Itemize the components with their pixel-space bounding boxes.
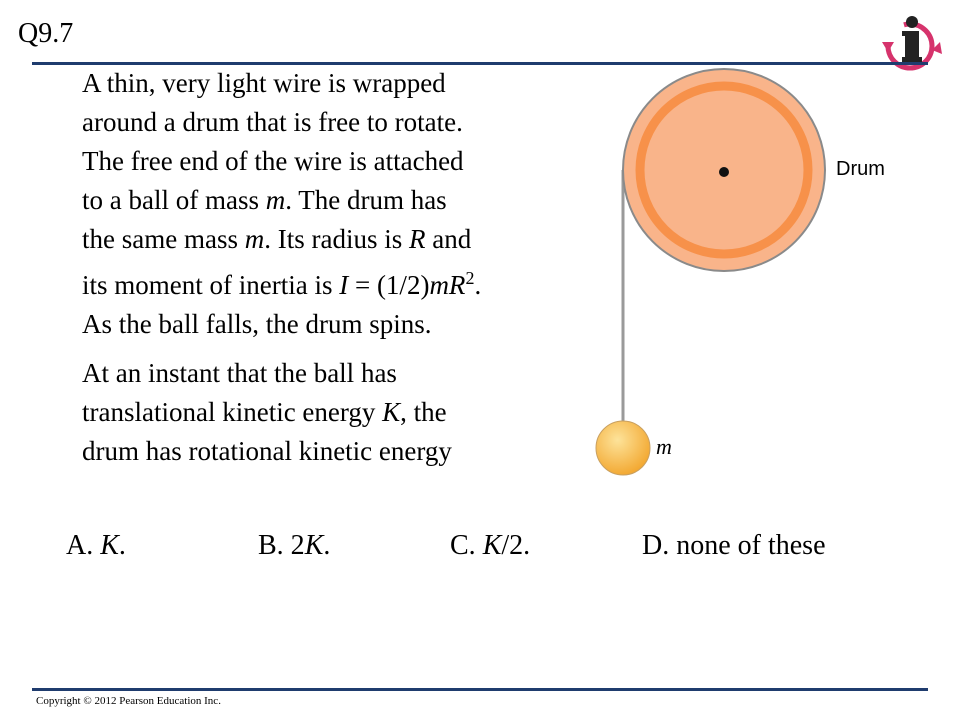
drum-axle bbox=[719, 167, 729, 177]
choice-a[interactable] bbox=[66, 528, 126, 564]
question-paragraph-1 bbox=[82, 64, 582, 344]
choice-text: /2. bbox=[501, 530, 531, 561]
ball-label: m bbox=[656, 434, 672, 459]
question-line: translational kinetic energy bbox=[82, 397, 383, 427]
question-paragraph-2 bbox=[82, 354, 582, 471]
var-m: m bbox=[265, 185, 286, 215]
question-line: A thin, very light wire is wrapped bbox=[82, 68, 446, 98]
choice-letter: D. none of these bbox=[642, 530, 826, 561]
bottom-rule bbox=[32, 688, 928, 691]
question-number: Q9.7 bbox=[18, 18, 74, 49]
var-i: I bbox=[339, 270, 349, 300]
question-line: . bbox=[474, 270, 482, 300]
choice-text: . bbox=[118, 530, 126, 561]
question-line: The free end of the wire is attached bbox=[82, 146, 464, 176]
choice-letter: A. bbox=[66, 530, 101, 561]
question-text bbox=[82, 64, 582, 471]
drum-ball-figure bbox=[590, 62, 910, 482]
question-line: , the bbox=[400, 397, 447, 427]
var-k: K bbox=[382, 397, 401, 427]
question-line: drum has rotational kinetic energy bbox=[82, 436, 452, 466]
choice-letter: B. 2 bbox=[258, 530, 305, 561]
exponent: 2 bbox=[465, 268, 475, 288]
copyright-notice: Copyright © 2012 Pearson Education Inc. bbox=[36, 695, 221, 707]
var-mr: mR bbox=[429, 270, 466, 300]
ball bbox=[596, 421, 650, 475]
question-line: around a drum that is free to rotate. bbox=[82, 107, 463, 137]
question-line: As the ball falls, the drum spins. bbox=[82, 309, 432, 339]
question-line: the same mass bbox=[82, 224, 245, 254]
drum-label: Drum bbox=[836, 158, 885, 180]
question-line: . The drum has bbox=[285, 185, 447, 215]
choice-var: K bbox=[304, 530, 324, 561]
choice-letter: C. bbox=[450, 530, 483, 561]
answer-choices bbox=[0, 528, 960, 568]
choice-b[interactable] bbox=[258, 528, 330, 564]
question-line: . Its radius is bbox=[264, 224, 409, 254]
choice-text: . bbox=[323, 530, 331, 561]
question-line: its moment of inertia is bbox=[82, 270, 340, 300]
var-r: R bbox=[408, 224, 426, 254]
choice-var: K bbox=[482, 530, 502, 561]
question-line: At an instant that the ball has bbox=[82, 358, 397, 388]
choice-d[interactable] bbox=[642, 528, 826, 564]
question-line: to a ball of mass bbox=[82, 185, 266, 215]
var-m: m bbox=[244, 224, 265, 254]
choice-c[interactable] bbox=[450, 528, 530, 564]
choice-var: K bbox=[100, 530, 119, 561]
question-line: = (1/2) bbox=[348, 270, 430, 300]
question-line: and bbox=[425, 224, 472, 254]
